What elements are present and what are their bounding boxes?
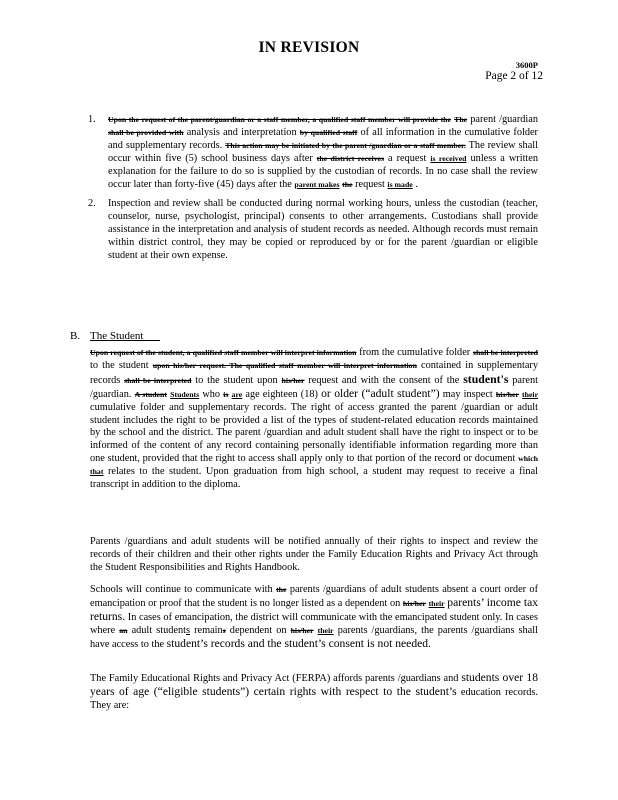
struck-text: by qualified staff	[299, 127, 358, 137]
inserted-text: their	[428, 598, 445, 608]
struck-text: Upon request of the student, a qualified staff member will interpret information	[90, 348, 357, 357]
list-item	[88, 198, 538, 263]
body-text: education records. They are:	[90, 686, 539, 711]
body-text: request and with the consent of the	[308, 374, 464, 386]
policy-code: 3600P	[515, 60, 538, 70]
struck-text: an	[119, 625, 128, 635]
body-text: unless a written explanation for the failure to do so is supplied by the custodian of records. In no case shall the review occur later than forty-five (45) days after the	[108, 152, 539, 190]
inserted-text: s	[185, 624, 190, 636]
body-text: analysis and interpretation	[186, 126, 300, 138]
struck-text: his/her	[290, 625, 314, 635]
body-text: parents /guardians, the parents /guardians shall have access to the	[90, 624, 538, 650]
body-text: to the student upon	[195, 374, 282, 386]
struck-text: the	[342, 179, 353, 189]
body-text-small: which	[518, 454, 538, 464]
body-text: .	[415, 178, 418, 190]
inserted-text: their	[317, 625, 334, 635]
bold-text: student's	[463, 371, 509, 386]
body-text: parent /guardian	[470, 114, 539, 125]
body-text: from the cumulative folder	[359, 347, 473, 358]
struck-text: his/her	[495, 389, 519, 399]
struck-text: the	[276, 585, 287, 594]
struck-text: The	[454, 115, 468, 124]
body-text: adult student	[131, 624, 186, 636]
body-text: parents /guardians of adult students absent a court order of emancipation or proof that the student is no longer listed as a dependent on	[90, 584, 539, 609]
body-text: dependent on	[229, 624, 291, 636]
struck-text: is	[223, 389, 229, 399]
inserted-text: their	[522, 389, 539, 399]
list-number: 2.	[88, 198, 96, 210]
inserted-text: is received	[430, 153, 467, 163]
paragraph	[90, 584, 538, 652]
body-text: Schools will continue to communicate with	[90, 584, 277, 595]
section-letter: B.	[70, 330, 81, 342]
struck-text: upon his/her request. The qualified staff member will interpret information	[152, 360, 417, 370]
section-heading	[70, 330, 160, 342]
body-text: of all information in the cumulative folder and supplementary records.	[108, 126, 538, 151]
body-text: remain	[194, 624, 223, 636]
revised-text: parents’ income tax returns.	[90, 595, 539, 623]
paragraph	[90, 536, 538, 575]
revised-text: students over 18 years of age (“eligible students”) certain rights with respect to the student’s	[90, 671, 538, 698]
body-text: Parents /guardians and adult students will be notified annually of their rights to inspect and review the records of their children and their other rights under the Family Education Rights and Privacy Act through the Student Responsibilities and Rights Handbook.	[90, 536, 538, 573]
body-text: to the student	[90, 359, 153, 371]
struck-text: his/her	[281, 375, 305, 385]
section-title: The Student	[90, 330, 144, 342]
inserted-text: parent makes	[294, 179, 340, 189]
body-text: a request	[388, 152, 431, 164]
struck-text: his/her	[402, 598, 426, 608]
body-text: age eighteen (18)	[245, 388, 322, 400]
struck-text: This action may be initiated by the parent /guardian or a staff member.	[225, 140, 466, 150]
struck-text: the district receives	[316, 153, 384, 163]
struck-text: Upon the request of the parent/guardian or a staff member, a qualified staff member will provide the	[108, 115, 451, 124]
page-number: Page 2 of 12	[485, 70, 543, 82]
struck-text: A student	[134, 389, 167, 399]
body-text: who	[202, 388, 224, 400]
list-number: 1.	[88, 114, 96, 125]
inserted-text: is made	[387, 179, 413, 189]
inserted-text: Students	[170, 389, 200, 399]
revised-text: or older (“adult student”)	[321, 386, 440, 400]
struck-text: s	[222, 625, 226, 635]
inserted-text: that	[90, 467, 104, 477]
revision-title: IN REVISION	[258, 39, 360, 56]
body-text: In cases of emancipation, the district will communicate with the emancipated student only. In cases where	[90, 611, 539, 636]
body-text: relates to the student. Upon graduation from high school, a student may request to receive a final transcript in addition to the diploma.	[90, 466, 538, 491]
inserted-text: are	[231, 389, 243, 399]
body-text: The Family Educational Rights and Privacy Act (FERPA) affords parents /guardians and	[90, 673, 462, 684]
body-text: The review shall occur within five (5) school business days after	[108, 139, 538, 164]
revised-text: student’s records and the student’s consent is not needed.	[166, 636, 431, 650]
body-text: parent /guardian.	[90, 374, 539, 400]
struck-text: shall be interpreted	[124, 375, 192, 385]
paragraph	[90, 672, 538, 713]
body-text: Inspection and review shall be conducted during normal working hours, unless the custodian (teacher, counselor, nurse, psychologist, principal) consents to other arrangements. Custodians shall provide assistance in the interpretation and analysis of student records as needed. Although records must remain within district control, they may be copied or reproduced by or for the parent /guardian or eligible student at their own expense.	[108, 198, 538, 262]
numbered-list	[88, 114, 538, 270]
list-item	[88, 114, 538, 191]
body-text: request	[355, 178, 388, 190]
body-text: cumulative folder and supplementary records. The right of access granted the parent /guardian or adult student includes the right to be provided a list of the types of student-related education records maintained by the school and the district. The parent /guardian and adult student shall have the right to inspect or to be informed of the content of any record containing personally identifiable information regarding more than one student, provided that the right to access shall apply only to that portion of the record or document	[90, 401, 538, 465]
struck-text: shall be interpreted	[472, 348, 538, 357]
body-text: may inspect	[442, 388, 496, 400]
paragraph	[90, 347, 538, 492]
body-text: contained in supplementary records	[90, 359, 538, 386]
struck-text: shall be provided with	[108, 127, 184, 137]
